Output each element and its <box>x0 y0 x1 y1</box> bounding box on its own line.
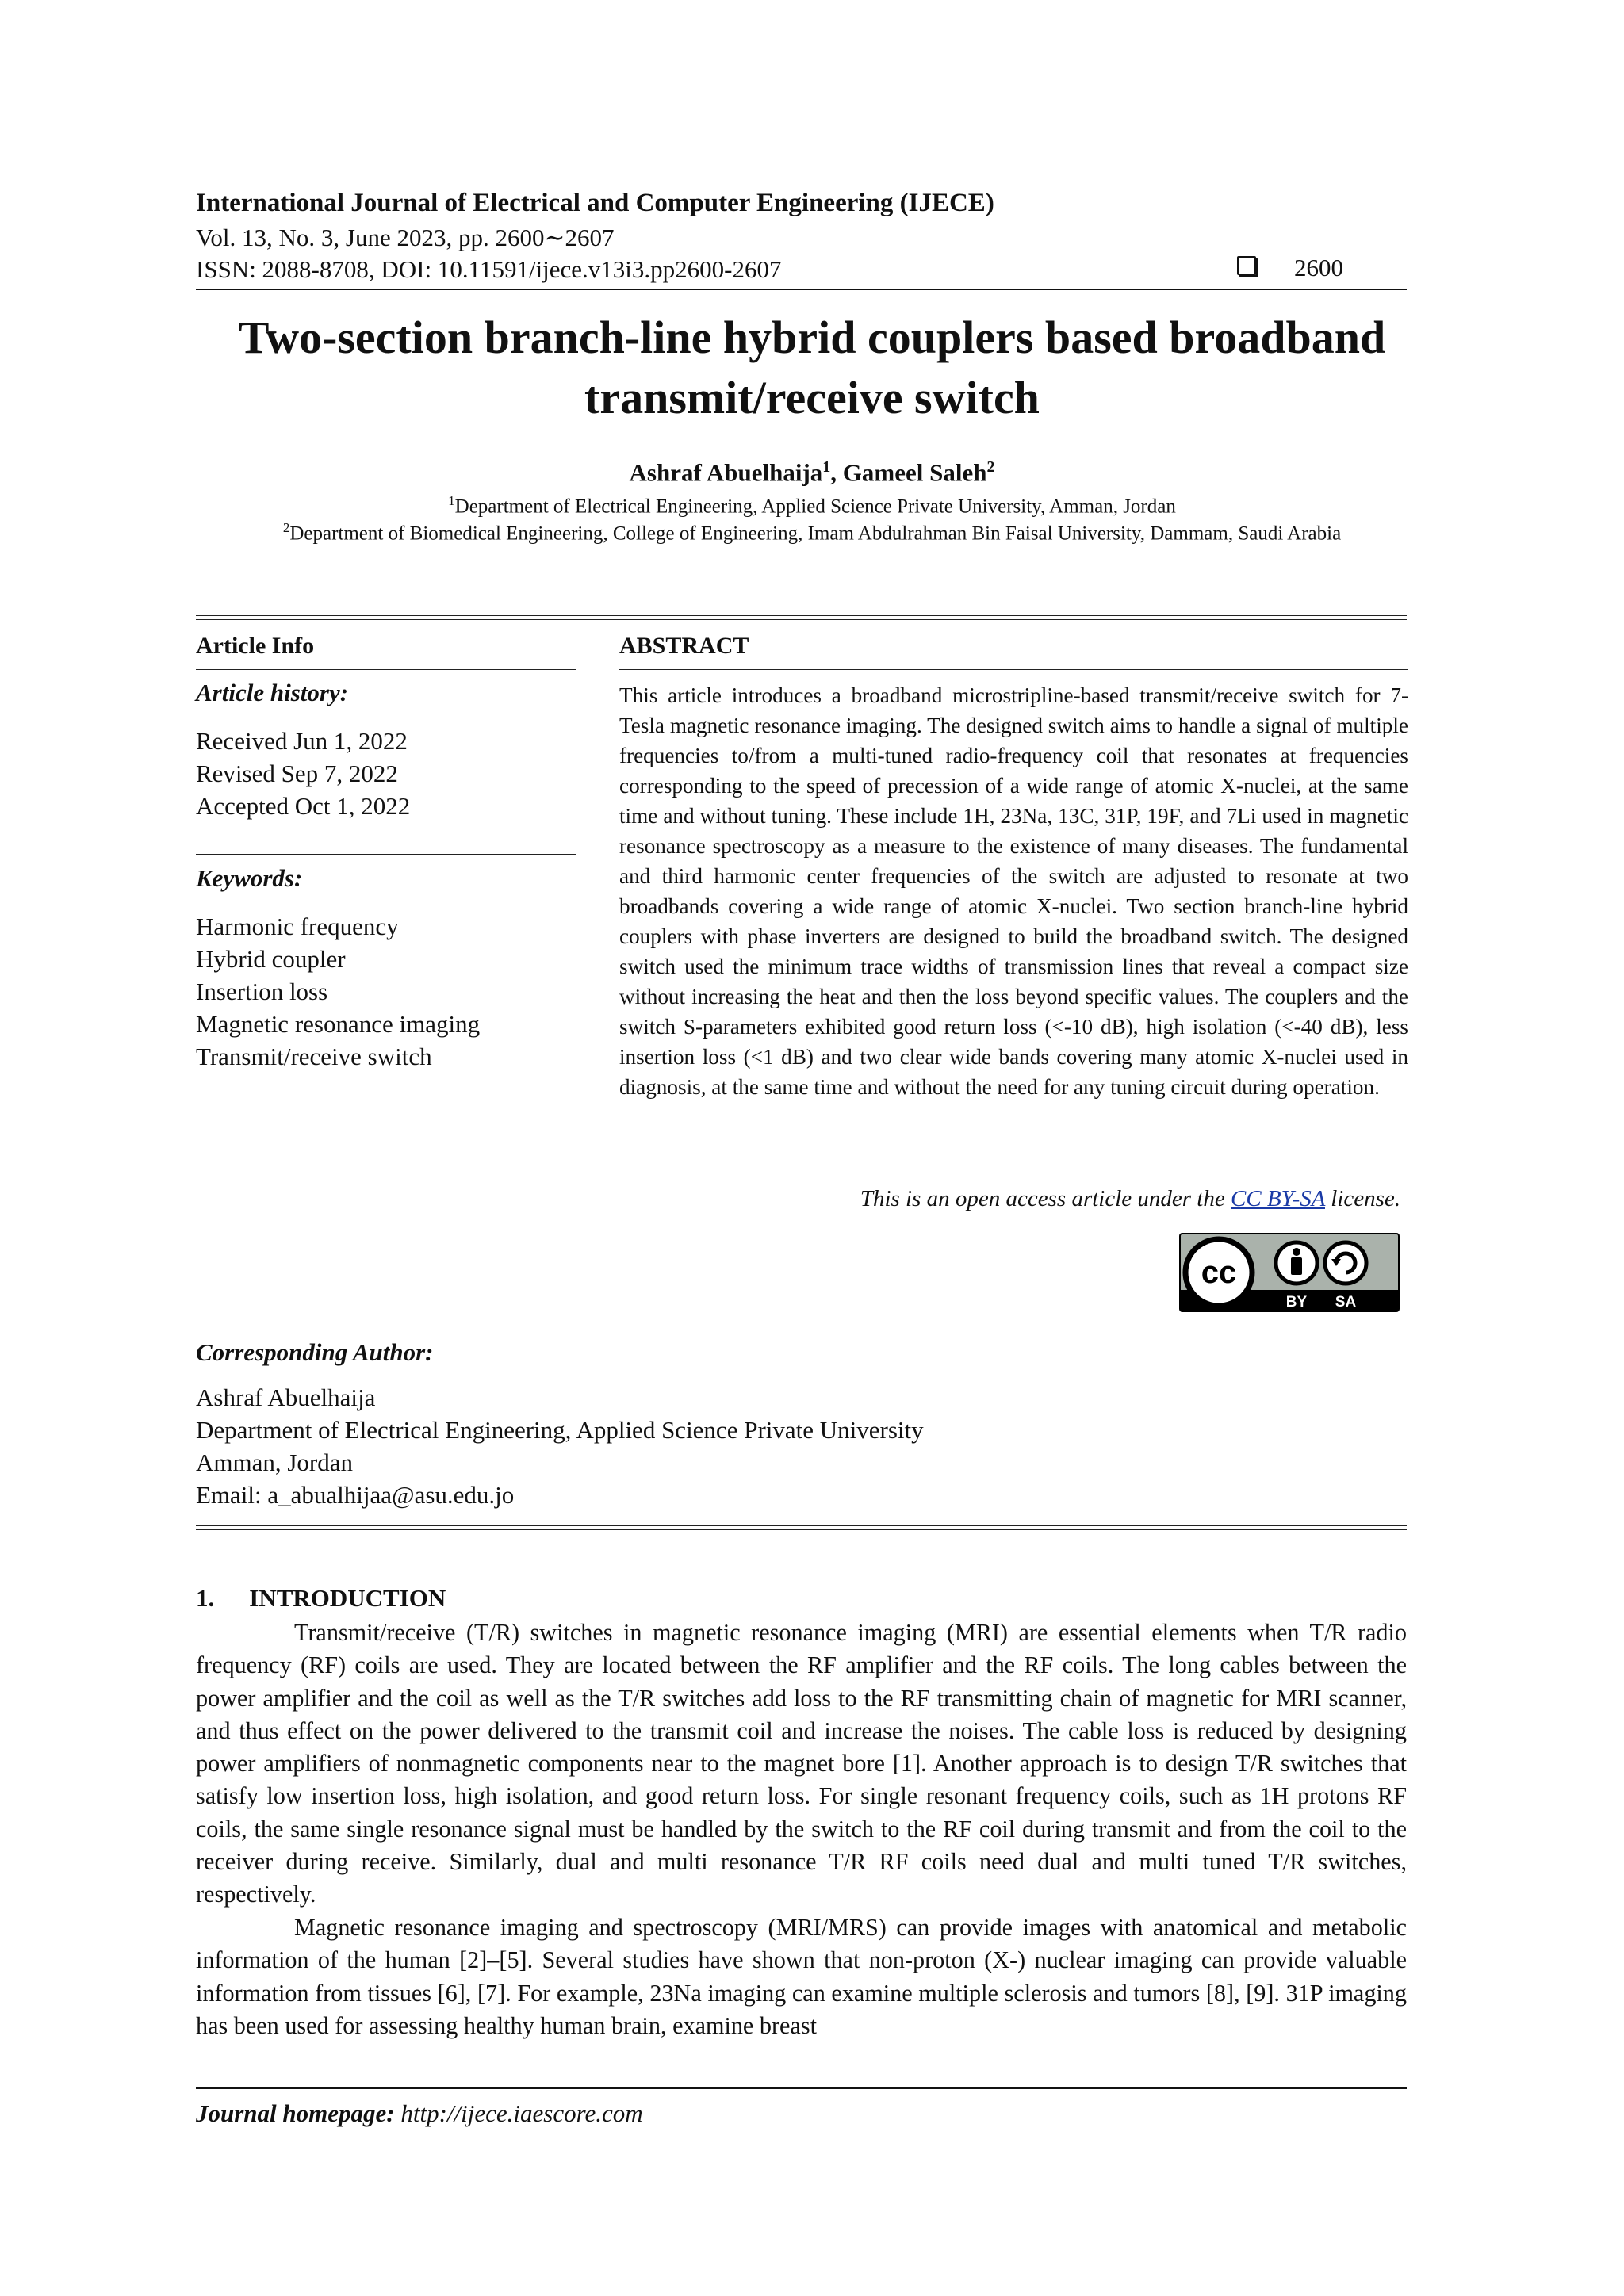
paragraph-text: Transmit/receive (T/R) switches in magnetic resonance imaging (MRI) are essential elements when T/R radio frequency (RF) coils are used. They are located between the RF amplifier and the RF coils. The long cables between the power amplifier and the coil as well as the T/R switches add loss to the RF transmitting chain of magnetic for MRI scanner, and thus effect on the power delivered to the transmit coil and increase the noises. The cable loss is reduced by designing power amplifiers of nonmagnetic components near to the magnet bore [1]. Another approach is to design T/R switches that satisfy low insertion loss, high isolation, and good return loss. For single resonant frequency coils, such as 1H protons RF coils, the same single resonance signal must be handled by the switch to the RF coil during transmit and from the coil to the receiver during receive. Similarly, dual and multi resonance T/R RF coils need dual and multi tuned T/R switches, respectively. <box>196 1619 1407 1908</box>
footer-rule <box>196 2087 1407 2089</box>
page-number: 2600 <box>1294 254 1343 281</box>
article-info-heading: Article Info <box>196 633 315 659</box>
article-history-list <box>196 725 410 822</box>
article-info-rule <box>196 669 576 670</box>
page-number-block <box>1237 254 1396 282</box>
article-history-heading: Article history: <box>196 679 349 706</box>
introduction-paragraph <box>196 1911 1407 2042</box>
affiliation-text: Department of Biomedical Engineering, College of Engineering, Imam Abdulrahman Bin Faisal University, Dammam, Saudi Arabia <box>289 522 1342 545</box>
cc-by-label: BY <box>1285 1294 1308 1311</box>
header-rule <box>196 289 1407 290</box>
issn-line: ISSN: 2088-8708, DOI: 10.11591/ijece.v13i3.pp2600-2607 <box>196 255 782 283</box>
author-list <box>159 458 1465 487</box>
author-separator: , <box>830 458 843 487</box>
abstract-rule <box>619 669 1408 670</box>
section-title: INTRODUCTION <box>249 1584 446 1612</box>
affiliation-sup: 2 <box>282 520 290 535</box>
square-icon <box>1237 256 1256 275</box>
introduction-heading <box>196 1584 446 1613</box>
title-line-1: Two-section branch-line hybrid couplers based broadband <box>238 312 1386 363</box>
corresponding-double-rule <box>196 1525 1407 1530</box>
introduction-paragraph <box>196 1617 1407 1911</box>
paragraph-text: Magnetic resonance imaging and spectroscopy (MRI/MRS) can provide images with anatomical and metabolic information of the human [2]–[5]. Several studies have shown that non-proton (X-) nuclear imaging can provide valuable information from tissues [6], [7]. For example, 23Na imaging can examine multiple sclerosis and tumors [8], [9]. 31P imaging has been used for assessing healthy human brain, examine breast <box>196 1914 1407 2039</box>
section-number: 1. <box>196 1584 215 1612</box>
keyword-item: Harmonic frequency <box>196 913 399 940</box>
keywords-list <box>196 910 480 1073</box>
section-double-rule <box>196 615 1407 620</box>
abstract-body <box>619 680 1408 1102</box>
volume-line: Vol. 13, No. 3, June 2023, pp. 2600∼2607 <box>196 224 615 251</box>
keyword-item: Insertion loss <box>196 978 328 1005</box>
affiliation-text: Department of Electrical Engineering, Applied Science Private University, Amman, Jordan <box>454 496 1176 518</box>
author-name: Ashraf Abuelhaija <box>629 458 823 487</box>
svg-text:cc: cc <box>1201 1255 1237 1290</box>
title-line-2: transmit/receive switch <box>584 372 1040 423</box>
abstract-heading: ABSTRACT <box>619 633 749 659</box>
keyword-item: Transmit/receive switch <box>196 1043 432 1070</box>
author-name: Gameel Saleh <box>842 458 987 487</box>
keyword-item: Hybrid coupler <box>196 945 346 973</box>
history-item: Revised Sep 7, 2022 <box>196 760 398 787</box>
oa-prefix: This is an open access article under the <box>860 1186 1231 1211</box>
open-access-note <box>619 1186 1400 1212</box>
cc-by-sa-badge-icon[interactable] <box>1179 1233 1400 1312</box>
homepage-label: Journal homepage: <box>196 2099 395 2127</box>
affiliation-sup: 1 <box>448 493 455 508</box>
journal-homepage <box>196 2099 643 2128</box>
paper-title <box>159 308 1465 428</box>
oa-suffix: license. <box>1324 1186 1400 1211</box>
corresponding-email: Email: a_abualhijaa@asu.edu.jo <box>196 1481 515 1509</box>
affiliation-1 <box>159 493 1465 518</box>
author-sup: 2 <box>986 458 995 476</box>
keywords-heading: Keywords: <box>196 864 303 892</box>
cc-by-sa-link[interactable]: CC BY-SA <box>1231 1186 1325 1211</box>
homepage-url[interactable]: http://ijece.iaescore.com <box>400 2099 643 2127</box>
corresponding-details <box>196 1381 924 1511</box>
author-sup: 1 <box>822 458 831 476</box>
affiliation-2 <box>159 520 1465 545</box>
corresponding-line: Department of Electrical Engineering, Applied Science Private University <box>196 1416 924 1444</box>
corresponding-line: Amman, Jordan <box>196 1448 354 1476</box>
cc-sa-label: SA <box>1335 1294 1357 1311</box>
abstract-text: This article introduces a broadband microstripline-based transmit/receive switch for 7-Tesla magnetic resonance imaging. The designed switch aims to handle a signal of multiple frequencies to/from a multi-tuned radio-frequency coil that resonates at frequencies corresponding to the speed of precession of a wide range of atomic X-nuclei, at the same time and without tuning. These include 1H, 23Na, 13C, 31P, 19F, and 7Li used in magnetic resonance spectroscopy as a measure to the existence of many diseases. The fundamental and third harmonic center frequencies of the switch are adjusted to resonate at two broadbands covering a wide range of atomic X-nuclei. Two section branch-line hybrid couplers with phase inverters are designed to build the broadband switch. The designed switch used the minimum trace widths of transmission lines that reveal a compact size without increasing the heat and then the loss beyond specific values. The couplers and the switch S-parameters exhibited good return loss (<-10 dB), high isolation (<-40 dB), less insertion loss (<1 dB) and two clear wide bands covering many atomic X-nuclei used in diagnosis, at the same time and without the need for any tuning circuit during operation. <box>619 683 1408 1099</box>
corresponding-line: Ashraf Abuelhaija <box>196 1383 376 1411</box>
keywords-rule <box>196 854 576 855</box>
history-item: Received Jun 1, 2022 <box>196 727 408 755</box>
history-item: Accepted Oct 1, 2022 <box>196 792 411 820</box>
keyword-item: Magnetic resonance imaging <box>196 1010 481 1038</box>
journal-name: International Journal of Electrical and Computer Engineering (IJECE) <box>196 189 994 217</box>
corresponding-heading: Corresponding Author: <box>196 1338 434 1366</box>
